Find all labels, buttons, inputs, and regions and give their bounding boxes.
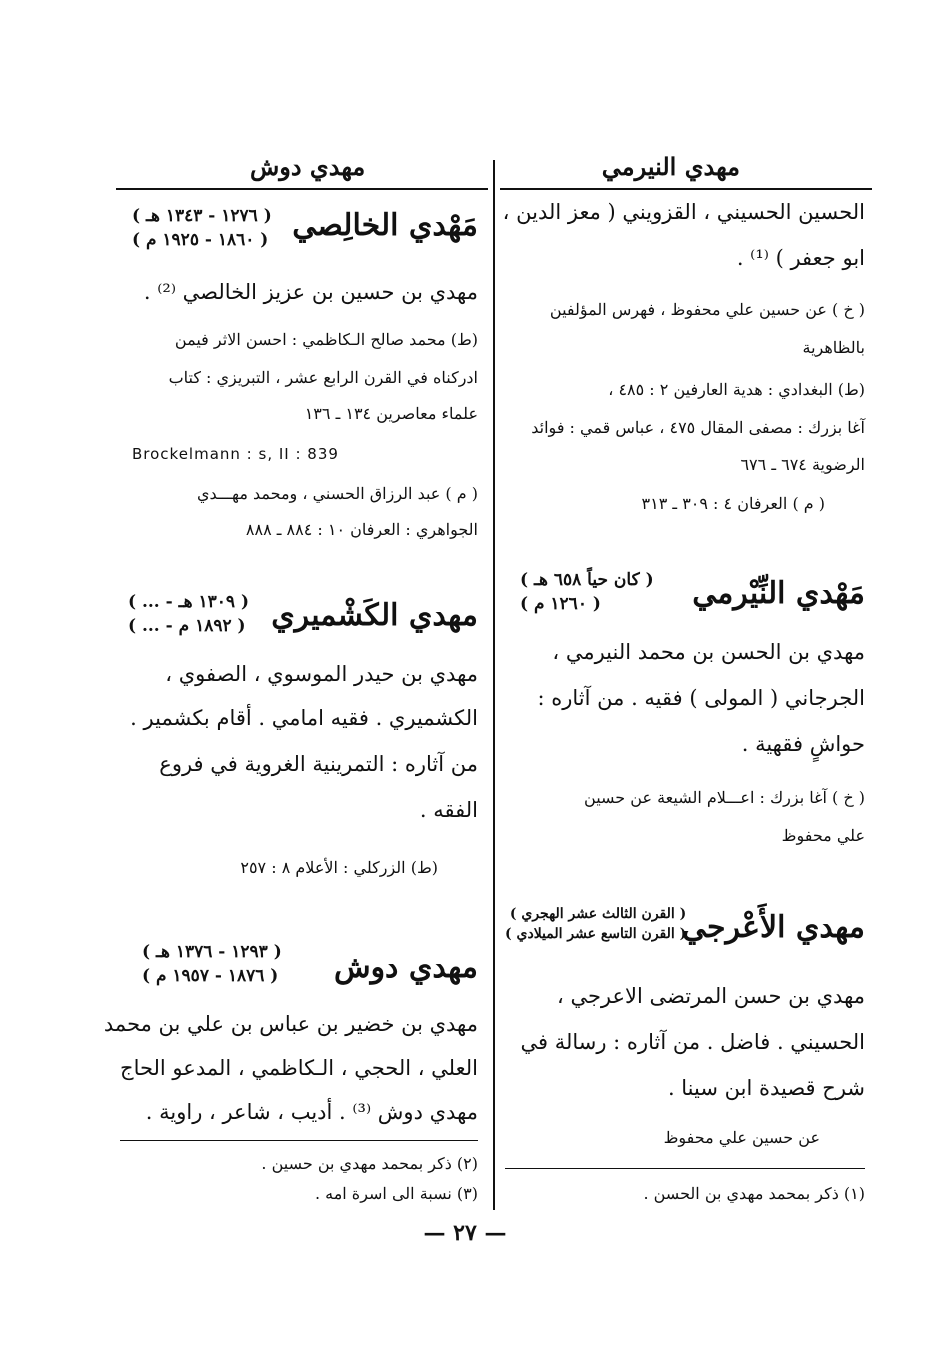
source-line: (ط) الزركلي : الأعلام ٨ : ٢٥٧ [240,858,438,877]
entry-continuation-line: ابو جعفر ) ⁽¹⁾ . [736,246,865,270]
hijri-dates: ( ١٢٩٣ - ١٣٧٦ هـ ) [142,942,282,962]
source-line: ( خ ) عن حسين علي محفوظ ، فهرس المؤلفين [549,300,865,319]
bibliographic-reference: Brockelmann : s, II : 839 [132,445,339,463]
source-line: علي محفوظ [781,826,865,845]
footnote: (٣) نسبة الى اسرة امه . [314,1184,478,1203]
entry-body-line: مهدي بن حيدر الموسوي ، الصفوي ، [165,662,478,686]
hijri-dates: ( ... - ١٣٠٩ هـ ) [128,592,249,612]
source-line: عن حسين علي محفوظ [663,1128,820,1147]
hijri-dates: ( ١٢٧٦ - ١٣٤٣ هـ ) [132,206,272,226]
entry-continuation-line: الحسين الحسيني ، القزويني ( معز الدين ، [502,200,865,224]
hijri-dates: ( كان حياً ٦٥٨ هـ ) [520,570,654,590]
source-line: آغا بزرك : مصفى المقال ٤٧٥ ، عباس قمي : فوائد [531,418,865,437]
source-line: ادركناه في القرن الرابع عشر ، التبريزي : كتاب [168,368,478,387]
entry-body-line: العلي ، الحجي ، الـكاظمي ، المدعو الحاج [120,1056,478,1080]
entry-body-line: من آثاره : التمرينية الغروية في فروع [159,752,478,776]
source-line: الرضوية ٦٧٤ ـ ٦٧٦ [740,455,865,474]
footnote-rule [120,1140,478,1141]
right-column [502,0,865,1353]
entry-dates [505,906,686,942]
entry-title: مَهْدي النِّيْرمي [692,576,865,611]
entry-body-line: حواشٍ فقهية . [741,732,865,756]
footnote: (١) ذكر بمحمد مهدي بن الحسن . [643,1184,865,1203]
source-line: علماء معاصرين ١٣٤ ـ ١٣٦ [304,404,478,423]
entry-body-line: شرح قصيدة ابن سينا . [667,1076,865,1100]
entry-body-line: الكشميري . فقيه امامي . أقام بكشمير . [130,706,478,730]
entry-body-line: مهدي بن حسين بن عزيز الخالصي ⁽²⁾ . [143,280,478,304]
entry-dates [132,206,272,250]
entry-body-line: الحسيني . فاضل . من آثاره : رسالة في [520,1030,865,1054]
source-line: الجواهري : العرفان ١٠ : ٨٨٤ ـ ٨٨٨ [245,520,478,539]
entry-title: مهدي الكَشْميري [271,598,478,633]
gregorian-dates: ( ١٨٦٠ - ١٩٢٥ م ) [132,230,269,250]
left-column [103,0,478,1353]
entry-dates [128,592,249,636]
entry-dates [520,570,654,614]
gregorian-dates: ( ... - ١٨٩٢ م ) [128,616,246,636]
entry-body-line: الفقه . [419,798,478,822]
entry-dates [142,942,282,986]
gregorian-century: ( القرن التاسع عشر الميلادي ) [505,926,687,942]
entry-title: مَهْدي الخالِصي [292,208,478,243]
source-line: (ط) محمد صالح الـكاظمي : احسن الاثر فيمن [174,330,478,349]
column-divider [493,160,495,1210]
right-column-header: مهدي النيرمي [601,152,740,181]
page-number: — ٢٧ — [423,1220,507,1246]
gregorian-dates: ( ١٢٦٠ م ) [520,594,601,614]
source-line: ( م ) العرفان ٤ : ٣٠٩ ـ ٣١٣ [641,494,825,513]
source-line: ( م ) عبد الرزاق الحسني ، ومحمد مهـــدي [196,484,478,503]
entry-body-line: الجرجاني ( المولى ) فقيه . من آثاره : [537,686,865,710]
source-line: (ط) البغدادي : هدية العارفين ٢ : ٤٨٥ ، [608,380,865,399]
footnote: (٢) ذكر بمحمد مهدي بن حسين . [261,1154,478,1173]
entry-body-line: مهدي دوش ⁽³⁾ . أديب ، شاعر ، راوية . [145,1100,478,1124]
source-line: بالظاهرية [802,338,865,357]
left-column-header: مهدي دوش [250,152,366,181]
hijri-century: ( القرن الثالث عشر الهجري ) [509,906,687,922]
entry-title: مهدي الأَعْرجي [681,910,865,945]
source-line: ( خ ) آغا بزرك : اعـــلام الشيعة عن حسين [584,788,865,807]
entry-title: مهدي دوش [333,950,478,985]
gregorian-dates: ( ١٨٧٦ - ١٩٥٧ م ) [142,966,279,986]
footnote-rule [505,1168,865,1169]
entry-body-line: مهدي بن الحسن بن محمد النيرمي ، [552,640,865,664]
entry-body-line: مهدي بن حسن المرتضى الاعرجي ، [556,984,865,1008]
entry-body-line: مهدي بن خضير بن عباس بن علي بن محمد [103,1012,478,1036]
